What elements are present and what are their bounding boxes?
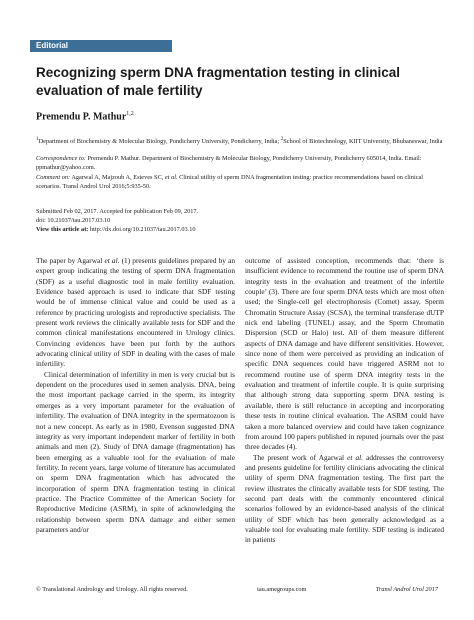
article-link[interactable]: http://dx.doi.org/10.21037/tau.2017.03.10 [89, 226, 196, 233]
comment-etal: et al. [164, 174, 178, 181]
author-affiliation-marks: 1,2 [126, 111, 134, 117]
affiliation-mark-1: 1 [36, 136, 39, 142]
view-article [36, 225, 446, 234]
body-column-left [36, 256, 235, 535]
comment-authors: Agarwal A, Majzoub A, Esteves SC, [71, 174, 164, 181]
view-article-label: View this article at: [36, 226, 89, 233]
comment-on [36, 173, 446, 191]
footer-journal: Transl Androl Urol 2017 [375, 586, 438, 593]
body-paragraph-4 [245, 453, 444, 546]
comment-label: Comment on: [36, 174, 71, 181]
affiliation-mark-2: 2 [280, 136, 284, 142]
body-paragraph-1 [36, 256, 235, 370]
body-paragraph-3: outcome of assisted conception, recommends that: ‘there is insufficient evidence to recommend the routine use of sperm DNA integrity tests in the evaluation and treatment of the infertile couple’ (3). There are four sperm DNA tests which are most often used; the Single-cell gel electrophoresis (Comet) assay, Sperm Chromatin Structure Assay (SCSA), the terminal transferase dUTP nick end labeling (TUNEL) assay, and the Sperm Chromatin Dispersion (SCD or Halo) test. All of them measure different aspects of DNA damage and have different sensitivities. However, since none of them were perceived as providing an indication of specific DNA sequences could have triggered ASRM not to recommend routine use of sperm DNA integrity tests in the evaluation and treatment of infertile couple. It is quite surprising that although strong data supporting sperm DNA testing is available, there is still reluctance in accepting and incorporating these tests in routine clinical evaluation. The ASRM could have taken a more balanced overview and could have taken cognizance from around 100 papers published in reputed journals over the past three decades (4). [245, 256, 444, 452]
paragraph-text: The present work of Agarwal [253, 452, 344, 462]
footer-copyright: © Translational Andrology and Urology. All rights reserved. [36, 586, 188, 593]
submission-dates: Submitted Feb 02, 2017. Accepted for publication Feb 09, 2017. [36, 208, 199, 215]
author-name [36, 111, 134, 122]
correspondence-text: Premendu P. Mathur. Department of Biochemistry & Molecular Biology, Pondicherry University, Pondicherry 605014, India. Email: ppmathur@yahoo.com. [36, 155, 422, 172]
affiliation-2: School of Biotechnology, KIIT University, Bhubaneswar, India [283, 138, 443, 146]
body-column-right [245, 256, 444, 546]
page-footer [36, 586, 438, 594]
body-paragraph-2: Clinical determination of infertility in men is very crucial but is dependent on the procedures used in semen analysis. DNA, being the most important package carried in the sperm, its integrity emerges as a very important parameter for the evaluation of infertility. The evaluation of DNA integrity in the spermatozoon is not a new concept. As early as in 1980, Evenson suggested DNA integrity as very important independent marker of fertility in both animals and men (2). Study of DNA damage (fragmentation) has been emerging as a valuable tool for the evaluation of male fertility. In recent years, large volume of literature has accumulated on sperm DNA fragmentation which has advocated the incorporation of sperm DNA fragmentation testing in clinical practice. The Practice Committee of the American Society for Reproductive Medicine (ASRM), in spite of acknowledging the relationship between sperm DNA damage and either semen parameters and/or [36, 369, 235, 534]
article-title: Recognizing sperm DNA fragmentation testing in clinical evaluation of male fertility [36, 65, 401, 98]
affiliations [36, 135, 446, 146]
comment-text: Clinical utility of sperm DNA fragmentation testing: practice recommendations based on clinical scenarios. Transl Androl Urol 2016;5:935-50. [36, 174, 424, 191]
paragraph-text: The paper by Agarwal [36, 256, 103, 265]
author-name-text: Premendu P. Mathur [36, 111, 127, 123]
paragraph-text: (1) presents guidelines prepared by an expert group indicating the testing of sperm DNA fragmentation (SDF) as a useful diagnostic tool in male fertility evaluation. Evidence based approach is used to indicate that SDF testing would be of immense clinical value and could be used as a reference by practicing urologists and reproductive specialists. The present work reviews the clinically available tests for SDF and the common clinical manifestations encountered in Urology clinics. Convincing evidences have been put forth by the authors advocating clinical utility of SDF in dealing with the cases of male infertility. [36, 256, 236, 369]
paragraph-text: addresses the controversy and presents guideline for fertility clinicians advocating the clinical utility of sperm DNA fragmentation testing. The first part the review illustrates the clinically available tests for SDF testing. The second part deals with the commonly encountered clinical scenarios followed by an evidence-based analysis of the clinical utility of SDF which has been generally acknowledged as a valuable tool for evaluating male fertility. SDF testing is indicated in patients [245, 452, 444, 545]
correspondence-label: Correspondence to: [36, 155, 86, 162]
doi: doi: 10.21037/tau.2017.03.10 [36, 217, 111, 224]
footer-site: tau.amegroups.com [257, 586, 307, 593]
affiliation-1: Department of Biochemistry & Molecular Biology, Pondicherry University, Pondicherry, India; [38, 138, 280, 146]
etal-text: et al. [347, 452, 363, 462]
etal-text: et al. [104, 256, 120, 265]
section-label: Editorial [30, 40, 172, 52]
correspondence [36, 154, 446, 172]
